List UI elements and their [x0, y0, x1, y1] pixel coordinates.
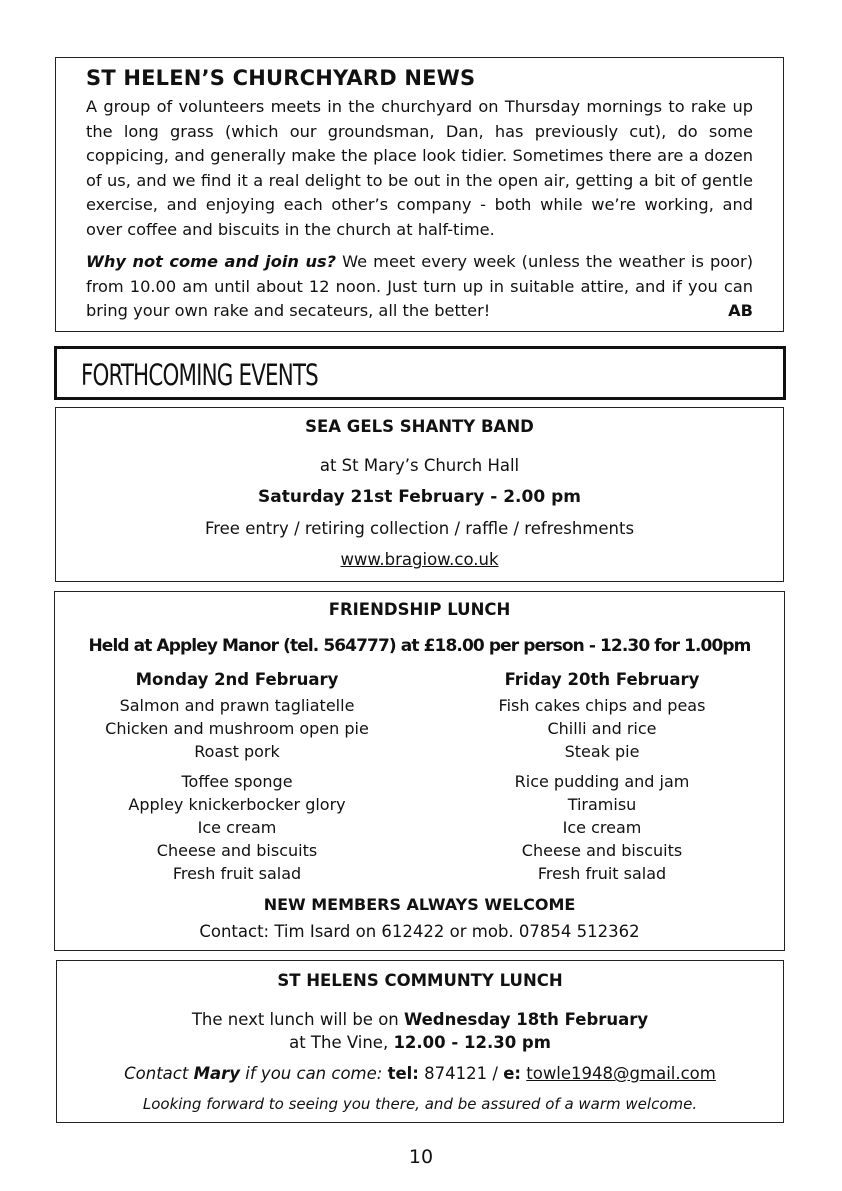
community-lunch-time: 12.00 - 12.30 pm [393, 1033, 551, 1052]
community-lunch-date: Wednesday 18th February [404, 1010, 649, 1029]
friendship-lunch-subtitle: Held at Appley Manor (tel. 564777) at £18.00 per person - 12.30 for 1.00pm [88, 636, 751, 656]
menu-item: Fresh fruit salad [172, 864, 302, 883]
menu-monday-heading: Monday 2nd February [135, 670, 339, 689]
shanty-band-event-box [55, 407, 784, 582]
menu-item: Fish cakes chips and peas [498, 696, 706, 715]
menu-item: Ice cream [197, 818, 277, 837]
page-number: 10 [408, 1146, 434, 1168]
churchyard-news-call-to-action: Why not come and join us? [86, 252, 337, 271]
community-lunch-contact-mid: if you can come: [240, 1064, 388, 1083]
menu-item: Steak pie [564, 742, 640, 761]
community-lunch-box [56, 960, 784, 1123]
churchyard-news-title: ST HELEN’S CHURCHYARD NEWS [86, 66, 476, 90]
community-lunch-venue: at The Vine, [289, 1033, 394, 1052]
churchyard-news-paragraph-2-body: We meet every week (unless the weather is poor) from 10.00 am until about 12 noon. Just turn up in suitable attire, and if you can bring your own rake and secateurs, all the better! [86, 252, 754, 320]
community-lunch-date-line [57, 1010, 783, 1029]
menu-item: Ice cream [562, 818, 642, 837]
email-label: e: [503, 1064, 521, 1083]
community-lunch-tel: 874121 / [418, 1064, 504, 1083]
friendship-lunch-contact: Contact: Tim Isard on 612422 or mob. 07854 512362 [199, 922, 640, 941]
menu-item: Cheese and biscuits [521, 841, 683, 860]
community-lunch-title: ST HELENS COMMUNTY LUNCH [277, 971, 563, 990]
menu-item: Chilli and rice [547, 719, 657, 738]
menu-friday-heading: Friday 20th February [504, 670, 700, 689]
forthcoming-events-banner [54, 346, 786, 400]
community-lunch-closing: Looking forward to seeing you there, and be assured of a warm welcome. [142, 1095, 698, 1113]
churchyard-news-paragraph-1: A group of volunteers meets in the churchyard on Thursday mornings to rake up the long grass (which our groundsman, Dan, has previously cut), do some coppicing, and generally make the place look tidier. Sometimes there are a dozen of us, and we find it a real delight to be out in the open air, getting a bit of gentle exercise, and enjoying each other’s company - both while we’re working, and over coffee and biscuits in the church at half-time. [86, 97, 753, 239]
forthcoming-events-heading: FORTHCOMING EVENTS [81, 358, 318, 392]
friendship-lunch-title: FRIENDSHIP LUNCH [328, 600, 511, 619]
community-lunch-venue-line [57, 1033, 783, 1052]
churchyard-news-box [55, 57, 784, 332]
shanty-band-title: SEA GELS SHANTY BAND [305, 417, 534, 436]
menu-item: Chicken and mushroom open pie [105, 719, 369, 738]
shanty-band-date: Saturday 21st February - 2.00 pm [258, 487, 581, 507]
community-lunch-email-link[interactable]: towle1948@gmail.com [526, 1064, 716, 1083]
menu-item: Salmon and prawn tagliatelle [119, 696, 355, 715]
friendship-lunch-box [54, 591, 785, 951]
menu-friday [442, 668, 762, 885]
menu-item: Rice pudding and jam [514, 772, 690, 791]
friendship-lunch-welcome: NEW MEMBERS ALWAYS WELCOME [263, 895, 576, 914]
menu-item: Appley knickerbocker glory [128, 795, 346, 814]
menu-monday [77, 668, 397, 885]
tel-label: tel: [387, 1064, 419, 1083]
menu-item: Roast pork [194, 742, 280, 761]
community-lunch-contact-name: Mary [193, 1064, 241, 1083]
menu-item: Tiramisu [567, 795, 637, 814]
shanty-band-details: Free entry / retiring collection / raffle / refreshments [204, 519, 635, 538]
shanty-band-venue: at St Mary’s Church Hall [319, 456, 520, 475]
churchyard-news-paragraph-2 [86, 250, 753, 324]
community-lunch-contact-line [57, 1064, 783, 1083]
shanty-band-website-link[interactable]: www.bragiow.co.uk [340, 550, 499, 569]
community-lunch-contact-prefix: Contact [124, 1064, 194, 1083]
churchyard-news-signature: AB [728, 301, 753, 320]
community-lunch-date-prefix: The next lunch will be on [191, 1010, 404, 1029]
menu-item: Toffee sponge [181, 772, 293, 791]
menu-item: Fresh fruit salad [537, 864, 667, 883]
menu-item: Cheese and biscuits [156, 841, 318, 860]
